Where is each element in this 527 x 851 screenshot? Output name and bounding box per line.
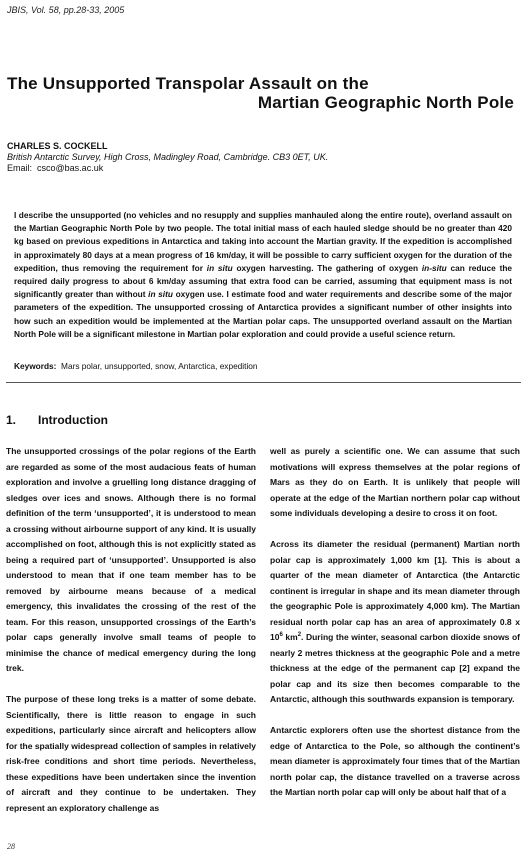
author-affiliation: British Antarctic Survey, High Cross, Madingley Road, Cambridge. CB3 0ET, UK. (7, 152, 329, 162)
page-number: 28 (7, 842, 15, 851)
keywords (14, 361, 258, 371)
paper-title-line-1: The Unsupported Transpolar Assault on the (7, 74, 369, 93)
keywords-text: Mars polar, unsupported, snow, Antarctica, expedition (61, 361, 258, 371)
keywords-label: Keywords: (14, 361, 57, 371)
paragraph: Across its diameter the residual (permanent) Martian north polar cap is approximately 1,000 km [1]. This is about a quarter of the mean diameter of Antarctica (the Antarctic continent is irregular in shape and its mean diameter through the geographic Pole is approximately 4,000 km). The Martian residual north polar cap has an area of approximately 0.8 x $10^6$ $km^2$. During the winter, seasonal carbon dioxide snows of nearly 2 metres thickness at the geographic Pole and a metre thickness at the edge of the permanent cap [2] expand the polar cap and its size then becomes comparable to the Antarctic, although this southwards expansion is temporary. (270, 539, 521, 704)
body-column-left (6, 444, 256, 816)
paragraph: well as purely a scientific one. We can assume that such motivations will express themselves at the polar regions of Mars as they do on Earth. It is unlikely that people will operate at the edge of the Martian northern polar cap without some individuals developing a desire to cross it on foot. (270, 446, 520, 518)
paragraph: The unsupported crossings of the polar regions of the Earth are regarded as some of the most audacious feats of human exploration and involve a gruelling long distance dragging of sledges over ices and snows. Although there is no formal definition of the term ‘unsupported’, it is understood to mean a crossing without airbourne support of any kind. It is usually accomplished on foot, although this is not explicitly stated as being a required part of ‘unsupported’. Unsupported is also understood to mean that if one team member has to be removed by airbourne means because of a medical emergency, this invalidates the crossing of the rest of the team. For this reason, unsupported crossings of the Earth’s polar caps generally involve small teams of people to minimise the chance of medical emergency during the long trek. (6, 446, 256, 673)
journal-reference: JBIS, Vol. 58, pp.28-33, 2005 (7, 5, 125, 15)
abstract-text: I describe the unsupported (no vehicles and no resupply and supplies manhauled along the entire route), overland assault on the Martian Geographic North Pole by two people. The total initial mass of each hauled sledge should be no greater than 420 kg based on previous expeditions in Antarctica and taking into account the Martian gravity. If the expedition is accomplished in approximately 80 days at a mean progress of 16 km/day, it will be possible to carry sufficient oxygen for the duration of the expedition, thus removing the requirement for in situ oxygen harvesting. The gathering of oxygen in-situ can reduce the required daily progress to about 6 km/day assuming that extra food can be carried, assuming that equipment mass is not significantly greater than without in situ oxygen use. I estimate food and water requirements and describe some of the major parameters of the expedition. The unsupported crossing of Antarctica provides a significant number of other insights into how such an expedition would be implemented at the Martian polar caps. The unsupported overland assault on the Martian North Pole will be a significant milestone in Martian polar exploration and could provide a useful science return. (14, 210, 513, 339)
paper-title-line-2: Martian Geographic North Pole (257, 93, 514, 112)
abstract (14, 209, 512, 341)
section-number: 1. (6, 413, 17, 427)
email-label: Email: (7, 163, 33, 173)
author-email-line (7, 163, 103, 173)
section-heading (6, 413, 108, 427)
section-title: Introduction (38, 413, 108, 427)
paragraph: The purpose of these long treks is a matter of some debate. Scientifically, there is little reason to engage in such expeditions, particularly since aircraft and helicopters allow for the spatially widespread collection of samples in relatively risk-free conditions and short time periods. Nevertheless, these expeditions have been undertaken since the invention of aircraft and they continue to be undertaken. They represent an exploratory challenge as (6, 694, 256, 813)
body-column-right (270, 444, 520, 801)
email-address[interactable]: csco@bas.ac.uk (37, 163, 104, 173)
section-divider (6, 382, 521, 383)
paragraph: Antarctic explorers often use the shortest distance from the edge of Antarctica to the Pole, so although the continent’s mean diameter is approximately four times that of the Martian north polar cap, the distance travelled on a traverse across the Martian north polar cap will only be about half that of a (270, 725, 520, 797)
author-name: CHARLES S. COCKELL (7, 141, 108, 151)
